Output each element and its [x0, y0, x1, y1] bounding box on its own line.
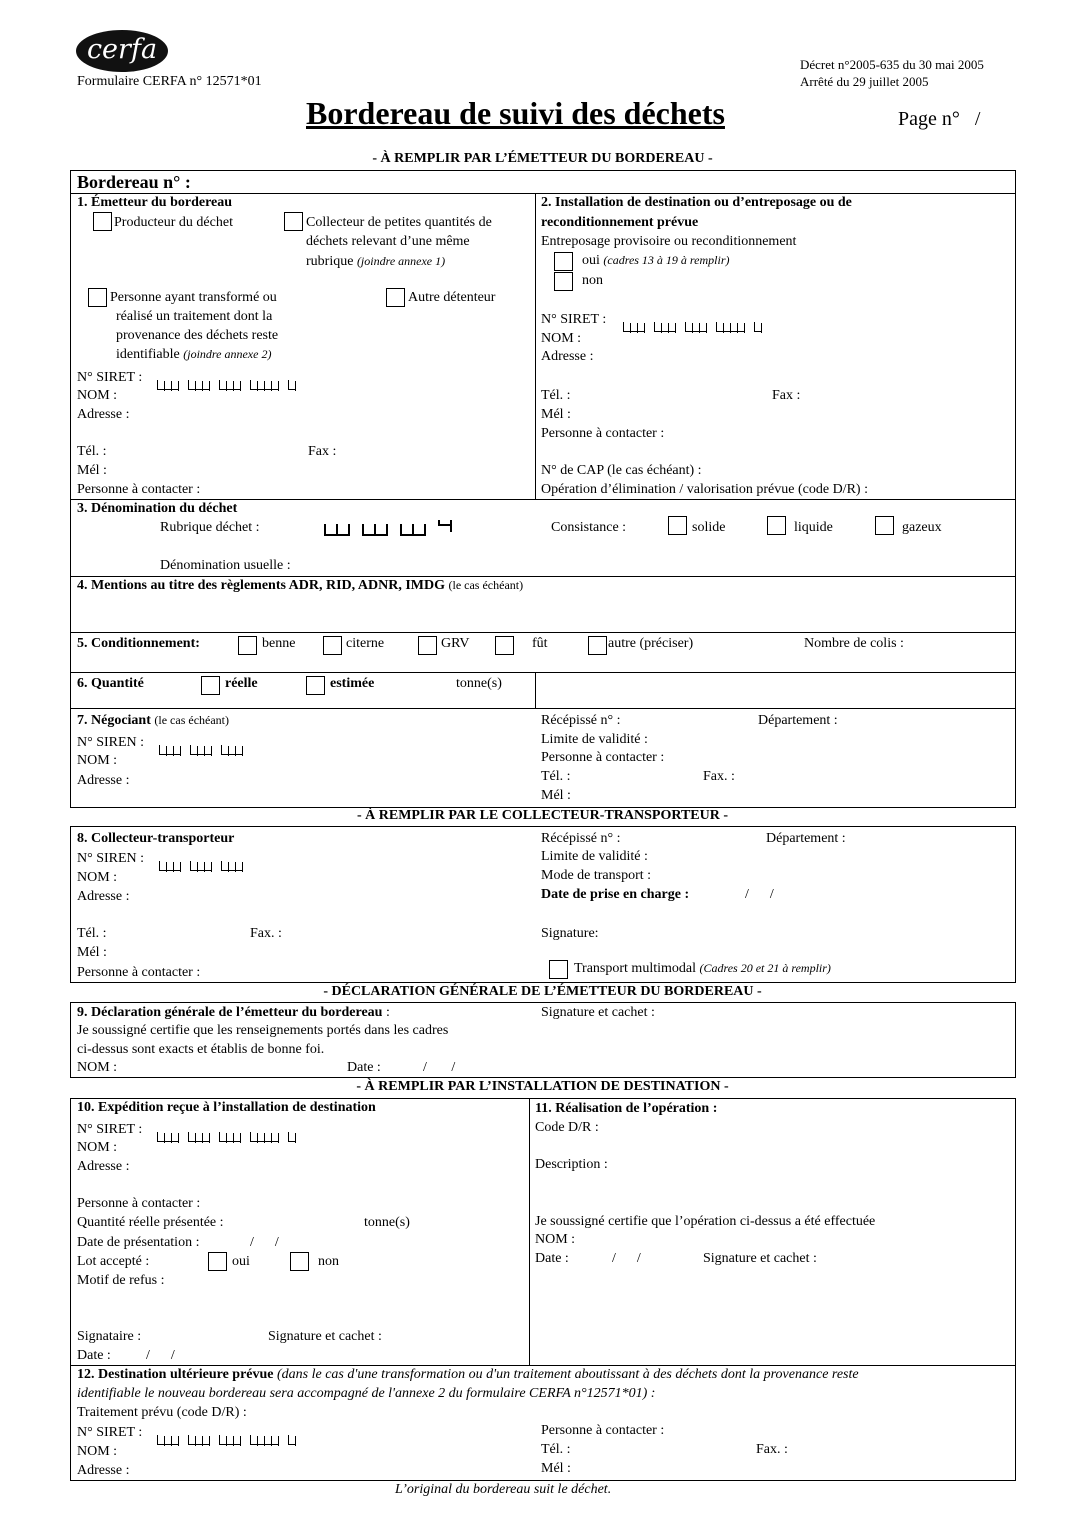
entreposage-label: Entreposage provisoire ou reconditionnement [541, 234, 797, 249]
box10-motif-label: Motif de refus : [77, 1273, 165, 1288]
quantite-estimee-label: estimée [330, 676, 375, 691]
box8-departement-label: Département : [766, 831, 846, 846]
lot-non-label: non [318, 1254, 339, 1269]
section-header-destination: - À REMPLIR PAR L’INSTALLATION DE DESTINATION - [356, 1079, 729, 1094]
box1-siret-field[interactable] [157, 373, 305, 390]
autre-conditionnement-label: autre (préciser) [608, 636, 694, 651]
box7-contact-label: Personne à contacter : [541, 750, 665, 765]
box2-tel-label: Tél. : [541, 388, 571, 403]
box8-adresse-label: Adresse : [77, 889, 130, 904]
entreposage-non-label: non [582, 273, 603, 288]
box8-recepisse-label: Récépissé n° : [541, 831, 621, 846]
box2-operation-label: Opération d’élimination / valorisation prévue (code D/R) : [541, 482, 868, 497]
producteur-checkbox[interactable] [93, 212, 112, 231]
citerne-label: citerne [346, 636, 385, 651]
producteur-label: Producteur du déchet [114, 215, 233, 230]
transport-multimodal-checkbox[interactable] [549, 960, 568, 979]
box12-title: 12. Destination ultérieure prévue (dans le cas d'une transformation ou d'un traitement aboutissant à des déchets dont la provenance reste [77, 1367, 859, 1382]
box12-note-line2: identifiable le nouveau bordereau sera accompagné de l'annexe 2 du formulaire CERFA n°12571*01) : [77, 1386, 656, 1401]
quantite-reelle-checkbox[interactable] [201, 676, 220, 695]
box10-siret-field[interactable] [157, 1125, 305, 1142]
cerfa-logo: cerfa [76, 30, 168, 72]
bordereau-number-label: Bordereau n° : [77, 172, 191, 192]
box2-adresse-label: Adresse : [541, 349, 594, 364]
box10-siret-label: N° SIRET : [77, 1122, 143, 1137]
divider [70, 672, 1016, 673]
form-number: Formulaire CERFA n° 12571*01 [77, 74, 262, 89]
box2-siret-label: N° SIRET : [541, 312, 607, 327]
liquide-checkbox[interactable] [767, 516, 786, 535]
box12-tel-label: Tél. : [541, 1442, 571, 1457]
box12-traitement-label: Traitement prévu (code D/R) : [77, 1405, 247, 1420]
autre-detenteur-label: Autre détenteur [408, 290, 496, 305]
box11-code-label: Code D/R : [535, 1120, 599, 1135]
box2-title-line1: 2. Installation de destination ou d’entreposage ou de [541, 195, 852, 210]
solide-checkbox[interactable] [668, 516, 687, 535]
box4-title: 4. Mentions au titre des règlements ADR, RID, ADNR, IMDG (le cas échéant) [77, 578, 524, 593]
liquide-label: liquide [794, 520, 833, 535]
rubrique-label: Rubrique déchet : [160, 520, 260, 535]
personne-label-line3: provenance des déchets reste [116, 328, 279, 343]
box10-date-field[interactable]: / / [146, 1348, 175, 1363]
box1-mel-label: Mél : [77, 463, 107, 478]
box2-fax-label: Fax : [772, 388, 801, 403]
grv-checkbox[interactable] [418, 636, 437, 655]
box8-date-field[interactable]: / / [745, 887, 774, 902]
divider [70, 193, 1016, 194]
box8-signature-label: Signature: [541, 926, 599, 941]
collecteur-petites-quantites-checkbox[interactable] [284, 212, 303, 231]
box10-lot-label: Lot accepté : [77, 1254, 150, 1269]
footer-note: L’original du bordereau suit le déchet. [395, 1482, 612, 1497]
box10-date-label: Date : [77, 1348, 111, 1363]
box12-siret-field[interactable] [157, 1428, 305, 1445]
section-header-emetteur: - À REMPLIR PAR L’ÉMETTEUR DU BORDEREAU - [372, 151, 713, 166]
box7-adresse-label: Adresse : [77, 773, 130, 788]
box8-siren-label: N° SIREN : [77, 851, 145, 866]
box3-title: 3. Dénomination du déchet [77, 501, 238, 516]
fut-checkbox[interactable] [495, 636, 514, 655]
box7-mel-label: Mél : [541, 788, 571, 803]
box7-title: 7. Négociant (le cas échéant) [77, 713, 230, 728]
quantite-estimee-checkbox[interactable] [306, 676, 325, 695]
box9-date-label: Date : [347, 1060, 381, 1075]
box10-date-presentation-label: Date de présentation : [77, 1235, 200, 1250]
personne-transforme-checkbox[interactable] [88, 288, 107, 307]
box12-adresse-label: Adresse : [77, 1463, 130, 1478]
quantite-reelle-label: réelle [225, 676, 258, 691]
box2-contact-label: Personne à contacter : [541, 426, 665, 441]
nombre-colis-label: Nombre de colis : [804, 636, 904, 651]
box7-siren-field[interactable] [159, 738, 252, 755]
quantite-tonnes-label: tonne(s) [456, 676, 502, 691]
section-header-declaration: - DÉCLARATION GÉNÉRALE DE L’ÉMETTEUR DU BORDEREAU - [323, 984, 762, 999]
box6-title: 6. Quantité [77, 676, 144, 691]
box7-validite-label: Limite de validité : [541, 732, 648, 747]
consistance-label: Consistance : [551, 520, 627, 535]
box12-mel-label: Mél : [541, 1461, 571, 1476]
divider [70, 576, 1016, 577]
box11-certifie-text: Je soussigné certifie que l’opération ci-dessus a été effectuée [535, 1214, 876, 1229]
gazeux-label: gazeux [902, 520, 942, 535]
lot-oui-label: oui [232, 1254, 250, 1269]
box10-contact-label: Personne à contacter : [77, 1196, 201, 1211]
box7-recepisse-label: Récépissé n° : [541, 713, 621, 728]
box1-tel-label: Tél. : [77, 444, 107, 459]
box8-mel-label: Mél : [77, 945, 107, 960]
divider [70, 708, 1016, 709]
benne-checkbox[interactable] [238, 636, 257, 655]
collecteur-label-line3: rubrique (joindre annexe 1) [306, 254, 446, 269]
box7-siren-label: N° SIREN : [77, 735, 145, 750]
box1-adresse-label: Adresse : [77, 407, 130, 422]
entreposage-oui-checkbox[interactable] [554, 252, 573, 271]
box2-siret-field[interactable] [623, 315, 771, 332]
box1-fax-label: Fax : [308, 444, 337, 459]
rubrique-field[interactable] [324, 520, 464, 536]
box9-text-line2: ci-dessus sont exacts et établis de bonne foi. [77, 1042, 325, 1057]
divider [70, 499, 1016, 500]
transport-multimodal-label: Transport multimodal (Cadres 20 et 21 à remplir) [574, 961, 831, 976]
collecteur-label-line1: Collecteur de petites quantités de [306, 215, 492, 230]
gazeux-checkbox[interactable] [875, 516, 894, 535]
box10-adresse-label: Adresse : [77, 1159, 130, 1174]
box2-title-line2: reconditionnement prévue [541, 215, 699, 230]
grv-label: GRV [441, 636, 470, 651]
box1-title: 1. Émetteur du bordereau [77, 195, 233, 210]
box11-date-label: Date : [535, 1251, 569, 1266]
box11-date-field[interactable]: / / [612, 1251, 641, 1266]
box7-fax-label: Fax. : [703, 769, 735, 784]
box12-contact-label: Personne à contacter : [541, 1423, 665, 1438]
divider [535, 672, 536, 708]
divider [70, 1365, 1016, 1366]
section-header-collecteur: - À REMPLIR PAR LE COLLECTEUR-TRANSPORTEUR - [356, 808, 729, 823]
box8-fax-label: Fax. : [250, 926, 282, 941]
fut-label: fût [532, 636, 548, 651]
box11-signature-label: Signature et cachet : [703, 1251, 817, 1266]
box9-title: 9. Déclaration générale de l’émetteur du bordereau : [77, 1005, 390, 1020]
box2-nom-label: NOM : [541, 331, 582, 346]
divider [535, 193, 536, 499]
box1-siret-label: N° SIRET : [77, 370, 143, 385]
box10-signature-label: Signature et cachet : [268, 1329, 382, 1344]
box10-title: 10. Expédition reçue à l’installation de destination [77, 1100, 376, 1115]
solide-label: solide [692, 520, 726, 535]
box8-date-label: Date de prise en charge : [541, 887, 690, 902]
box10-date-presentation-field[interactable]: / / [250, 1235, 279, 1250]
lot-non-checkbox[interactable] [290, 1252, 309, 1271]
decree-reference: Décret n°2005-635 du 30 mai 2005 [800, 57, 984, 72]
citerne-checkbox[interactable] [323, 636, 342, 655]
autre-detenteur-checkbox[interactable] [386, 288, 405, 307]
box8-validite-label: Limite de validité : [541, 849, 648, 864]
box12-fax-label: Fax. : [756, 1442, 788, 1457]
box10-tonnes-label: tonne(s) [364, 1215, 410, 1230]
entreposage-oui-label: oui (cadres 13 à 19 à remplir) [582, 253, 730, 268]
box10-signataire-label: Signataire : [77, 1329, 142, 1344]
box7-departement-label: Département : [758, 713, 838, 728]
box11-nom-label: NOM : [535, 1232, 576, 1247]
box9-nom-label: NOM : [77, 1060, 118, 1075]
box7-tel-label: Tél. : [541, 769, 571, 784]
entreposage-non-checkbox[interactable] [554, 272, 573, 291]
benne-label: benne [262, 636, 296, 651]
box11-title: 11. Réalisation de l’opération : [535, 1101, 718, 1116]
box1-nom-label: NOM : [77, 388, 118, 403]
page-number: Page n° / [898, 108, 981, 130]
autre-conditionnement-checkbox[interactable] [588, 636, 607, 655]
personne-label-line1: Personne ayant transformé ou [110, 290, 277, 305]
page-title: Bordereau de suivi des déchets [306, 95, 725, 131]
lot-oui-checkbox[interactable] [208, 1252, 227, 1271]
box8-tel-label: Tél. : [77, 926, 107, 941]
collecteur-label-line2: déchets relevant d’une même [306, 234, 470, 249]
divider [70, 632, 1016, 633]
personne-label-line4: identifiable (joindre annexe 2) [116, 347, 272, 362]
box8-nom-label: NOM : [77, 870, 118, 885]
box12-nom-label: NOM : [77, 1444, 118, 1459]
denomination-usuelle-label: Dénomination usuelle : [160, 558, 291, 573]
divider [529, 1098, 530, 1365]
box9-text-line1: Je soussigné certifie que les renseignements portés dans les cadres [77, 1023, 449, 1038]
box5-title: 5. Conditionnement: [77, 636, 200, 651]
box2-mel-label: Mél : [541, 407, 571, 422]
arrete-reference: Arrêté du 29 juillet 2005 [800, 74, 929, 89]
box10-quantite-label: Quantité réelle présentée : [77, 1215, 224, 1230]
box8-title: 8. Collecteur-transporteur [77, 831, 235, 846]
box12-siret-label: N° SIRET : [77, 1425, 143, 1440]
box1-contact-label: Personne à contacter : [77, 482, 201, 497]
box9-date-field[interactable]: / / [423, 1060, 456, 1075]
box8-siren-field[interactable] [159, 854, 252, 871]
box8-mode-label: Mode de transport : [541, 868, 652, 883]
box9-signature-label: Signature et cachet : [541, 1005, 655, 1020]
box11-description-label: Description : [535, 1157, 608, 1172]
box8-contact-label: Personne à contacter : [77, 965, 201, 980]
box7-nom-label: NOM : [77, 753, 118, 768]
box10-nom-label: NOM : [77, 1140, 118, 1155]
box2-cap-label: N° de CAP (le cas échéant) : [541, 463, 702, 478]
personne-label-line2: réalisé un traitement dont la [116, 309, 273, 324]
